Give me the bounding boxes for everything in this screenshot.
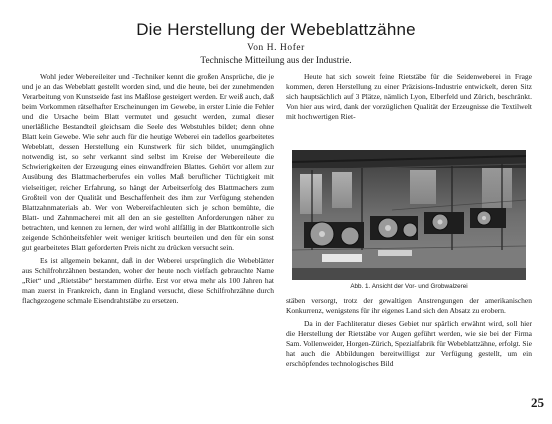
right-column-bottom	[286, 296, 532, 369]
paragraph: Heute hat sich soweit feine Rietstäbe für die Seidenweberei in Frage kommen, deren Herstellung zu einer Präzisions-Industrie entwickelt, deren Sitz sich hauptsächlich auf 3 Plätze, nämlich Lyon, Elberfeld und Zürich, beschränkt. Von hier aus wird, dank der vorzüglichen Qualität der Erzeugnisse die Textilwelt mit hochwertigen Riet-	[286, 72, 532, 122]
paragraph: Da in der Fachliteratur dieses Gebiet nur spärlich erwähnt wird, soll hier die Herstellung der Rietstäbe vor Augen geführt werden, wie sie bei der Firma Sam. Vollenweider, Horgen-Zürich, Spezialfabrik für Webeblattzähne, erfolgt. Sie hat auch die Abbildungen bereitwilligst zur Verfügung gestellt, um ein erschöpfendes technologisches Bild	[286, 319, 532, 369]
page-number: 25	[531, 395, 544, 410]
article-subtitle: Technische Mitteilung aus der Industrie.	[200, 56, 352, 66]
article-author: Von H. Hofer	[247, 43, 305, 53]
left-column	[22, 72, 274, 306]
figure-caption: Abb. 1. Ansicht der Vor- und Grobwalzerei	[350, 283, 468, 290]
right-column-top	[286, 72, 532, 122]
paragraph: stäben versorgt, trotz der gewaltigen Anstrengungen der amerikanischen Konkurrenz, wenigstens für ihr eigenes Land sich den Absatz zu erobern.	[286, 296, 532, 316]
article-title: Die Herstellung der Webeblattzähne	[136, 20, 416, 39]
paragraph: Wohl jeder Webereileiter und -Techniker kennt die großen Ansprüche, die je und je an das Webeblatt gestellt worden sind, und die heute, bei der zunehmenden Verarbeitung von Kunstseide fast ins Maßlose gesteigert werden. Er weiß auch, daß beim Vorkommen rätselhafter Erscheinungen im Gewebe, in erster Linie die Fehler und die Ursache beim Blatt vermutet und gesucht werden, zumal dieser unerläßliche Bestandteil gleichsam die Seele des Webstuhles bildet; denn ohne Blatt kein Gewebe. Wie sehr auch für die heutige Weberei ein tadellos gearbeitetes Webeblatt, dessen Herstellung ein Kunstwerk für sich bildet, unumgänglich notwendig ist, so sehr verkannt sind selbst im Kreise der Webereileute die Schwierigkeiten der Erzeugung eines einwandfreien Blattes. Gehört vor allem zur Ausübung des Blattmacherberufes ein volles Maß beruflicher Tüchtigkeit mit vielseitiger, reicher Erfahrung, so hängt der Arbeitserfolg des Blattmachers zum Großteil von der Qualität und Beschaffenheit des ihm zur Verfügung stehenden Blattzahnmaterials ab. Wer von Webereifachleuten sich je schon bemühte, die Blatt- und Zahnmacherei mit all den an sie gestellten Anforderungen näher zu betrachten, und kennen zu lernen, der wird wohl allfällig in der Blattkontrolle sich zeigende Schönheitsfehler weit weniger kritisch beurteilen und den für ein sonst gut gearbeitetes Blatt geforderten Preis nicht zu drücken versucht sein.	[22, 72, 274, 252]
factory-photo	[292, 150, 526, 280]
paragraph: Es ist allgemein bekannt, daß in der Weberei ursprünglich die Webeblätter aus Schilfrohrzähnen bestanden, woher der heute noch vielfach gebrauchte Name „Riet“ und „Rietstäbe“ herstammen dürfte. Erst vor etwa mehr als 100 Jahren hat man zuerst in Frankreich, dann in England versucht, diese Schilfrohrzähne durch flachgezogene schmale Eisendrahtstäbe zu ersetzen.	[22, 255, 274, 306]
rolling-mill-illustration	[292, 150, 526, 280]
